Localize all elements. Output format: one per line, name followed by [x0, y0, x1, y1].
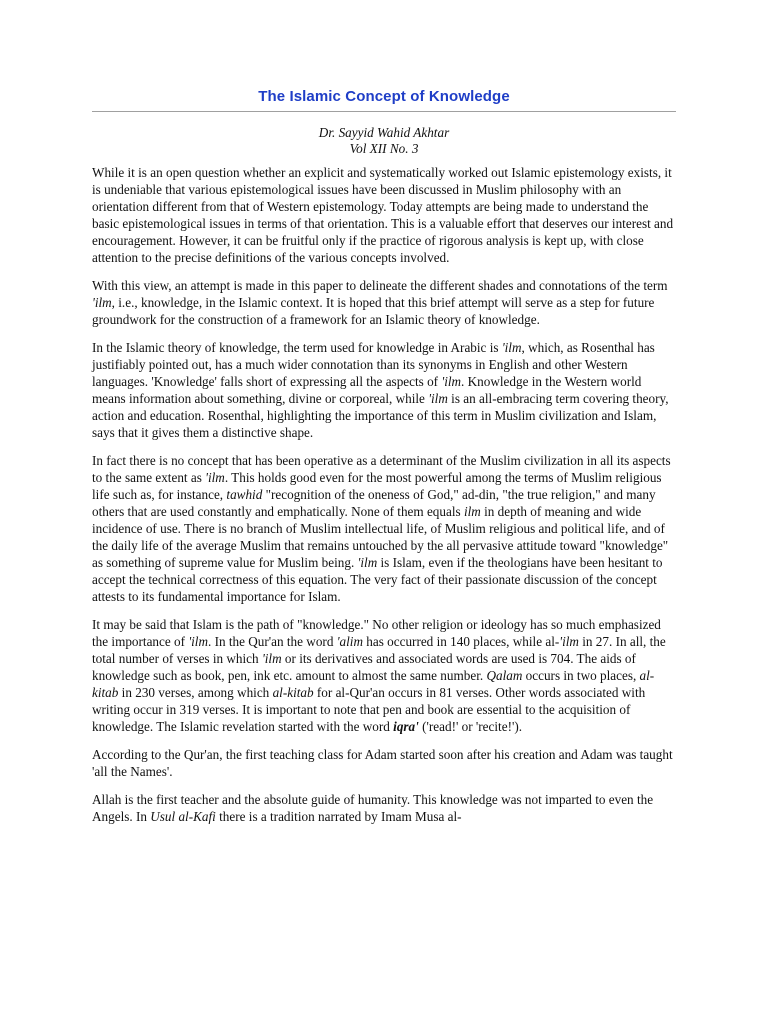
text-run: for al-Qur'an occurs in 81 verses. Other words associated with writing occur in 319 verses. It is important to note that pen and book are essential to the acquisition of knowledge. The Islamic revelation started with the word	[92, 685, 646, 734]
text-run: there is a tradition narrated by Imam Musa al-	[215, 809, 462, 824]
document-page	[92, 86, 676, 836]
italic-term: 'ilm	[357, 555, 378, 570]
text-run: occurs in two places,	[522, 668, 640, 683]
text-run: According to the Qur'an, the first teaching class for Adam started soon after his creation and Adam was taught 'all the Names'.	[92, 747, 673, 779]
text-run: is Islam, even if the theologians have been hesitant to accept the technical correctness of this equation. The very fact of their passionate discussion of the concept attests to its fundamental importance for Islam.	[92, 555, 663, 604]
italic-term: Usul al-Kafi	[150, 809, 216, 824]
text-run: is an all-embracing term covering theory, action and education. Rosenthal, highlighting the importance of this term in Muslim civilization and Islam, says that it gives them a distinctive shape.	[92, 391, 669, 440]
text-run: . This holds good even for the most powerful among the terms of Muslim religious life such as, for instance,	[92, 470, 662, 502]
italic-term: al-kitab	[272, 685, 314, 700]
text-run: has occurred in 140 places, while al-	[362, 634, 560, 649]
italic-term: 'ilm	[205, 470, 225, 485]
italic-term: 'ilm	[188, 634, 208, 649]
italic-term: Qalam	[486, 668, 523, 683]
byline	[92, 125, 676, 157]
text-run: or its derivatives and associated words are used is 704. The aids of knowledge such as book, pen, ink etc. amount to almost the same number.	[92, 651, 636, 683]
volume-info: Vol XII No. 3	[349, 141, 419, 156]
author-name: Dr. Sayyid Wahid Akhtar	[318, 125, 450, 140]
text-run: . In the Qur'an the word	[207, 634, 337, 649]
title-divider	[92, 111, 676, 112]
paragraph-4	[92, 452, 676, 605]
text-run: in 230 verses, among which	[118, 685, 273, 700]
text-run: , which, as Rosenthal has justifiably pointed out, has a much wider connotation than its synonyms in English and other Western languages. 'Knowledge' falls short of expressing all the aspects of	[92, 340, 655, 389]
text-run: in 27. In all, the total number of verses in which	[92, 634, 666, 666]
text-run: . Knowledge in the Western world means information about something, divine or corporeal, while	[92, 374, 642, 406]
text-run: , i.e., knowledge, in the Islamic context. It is hoped that this brief attempt will serve as a step for future groundwork for the construction of a framework for an Islamic theory of knowledge.	[92, 295, 655, 327]
text-run: In fact there is no concept that has been operative as a determinant of the Muslim civilization in all its aspects to the same extent as	[92, 453, 671, 485]
text-run: It may be said that Islam is the path of "knowledge." No other religion or ideology has so much emphasized the importance of	[92, 617, 661, 649]
paragraph-3	[92, 339, 676, 441]
italic-term: tawhid	[226, 487, 263, 502]
italic-term: 'ilm	[501, 340, 522, 355]
paragraph-6	[92, 746, 676, 780]
italic-term: 'alim	[336, 634, 363, 649]
text-run: Allah is the first teacher and the absolute guide of humanity. This knowledge was not imparted to even the Angels. In	[92, 792, 654, 824]
text-run: With this view, an attempt is made in this paper to delineate the different shades and connotations of the term	[92, 278, 668, 293]
paragraph-7	[92, 791, 676, 825]
paragraph-5	[92, 616, 676, 735]
text-run: ('read!' or 'recite!').	[418, 719, 523, 734]
page-title: The Islamic Concept of Knowledge	[258, 88, 510, 105]
text-run: "recognition of the oneness of God," ad-din, "the true religion," and many others that are used constantly and emphatically. None of them equals	[92, 487, 656, 519]
italic-term: 'ilm	[261, 651, 282, 666]
italic-term: al-kitab	[92, 668, 655, 700]
text-run: In the Islamic theory of knowledge, the term used for knowledge in Arabic is	[92, 340, 502, 355]
paragraph-2	[92, 277, 676, 328]
text-run: in depth of meaning and wide incidence of use. There is no branch of Muslim intellectual life, of Muslim religious and political life, and of the daily life of the average Muslim that remains untouched by the all pervasive attitude toward "knowledge" as something of supreme value for Muslim being.	[92, 504, 669, 570]
italic-term: 'ilm	[92, 295, 112, 310]
italic-term: ilm	[463, 504, 481, 519]
bold-italic-term: iqra'	[393, 719, 419, 734]
text-run: While it is an open question whether an explicit and systematically worked out Islamic epistemology exists, it is undeniable that various epistemological issues have been discussed in Muslim philosophy with an orientation different from that of Western epistemology. Today attempts are being made to understand the basic epistemological issues in terms of that orientation. This is a valuable effort that deserves our interest and encouragement. However, it can be fruitful only if the practice of rigorous analysis is kept up, with close attention to the precise definitions of the various concepts involved.	[92, 165, 674, 265]
italic-term: 'ilm	[559, 634, 579, 649]
italic-term: 'ilm	[441, 374, 462, 389]
italic-term: 'ilm	[428, 391, 448, 406]
paragraph-1	[92, 164, 676, 266]
